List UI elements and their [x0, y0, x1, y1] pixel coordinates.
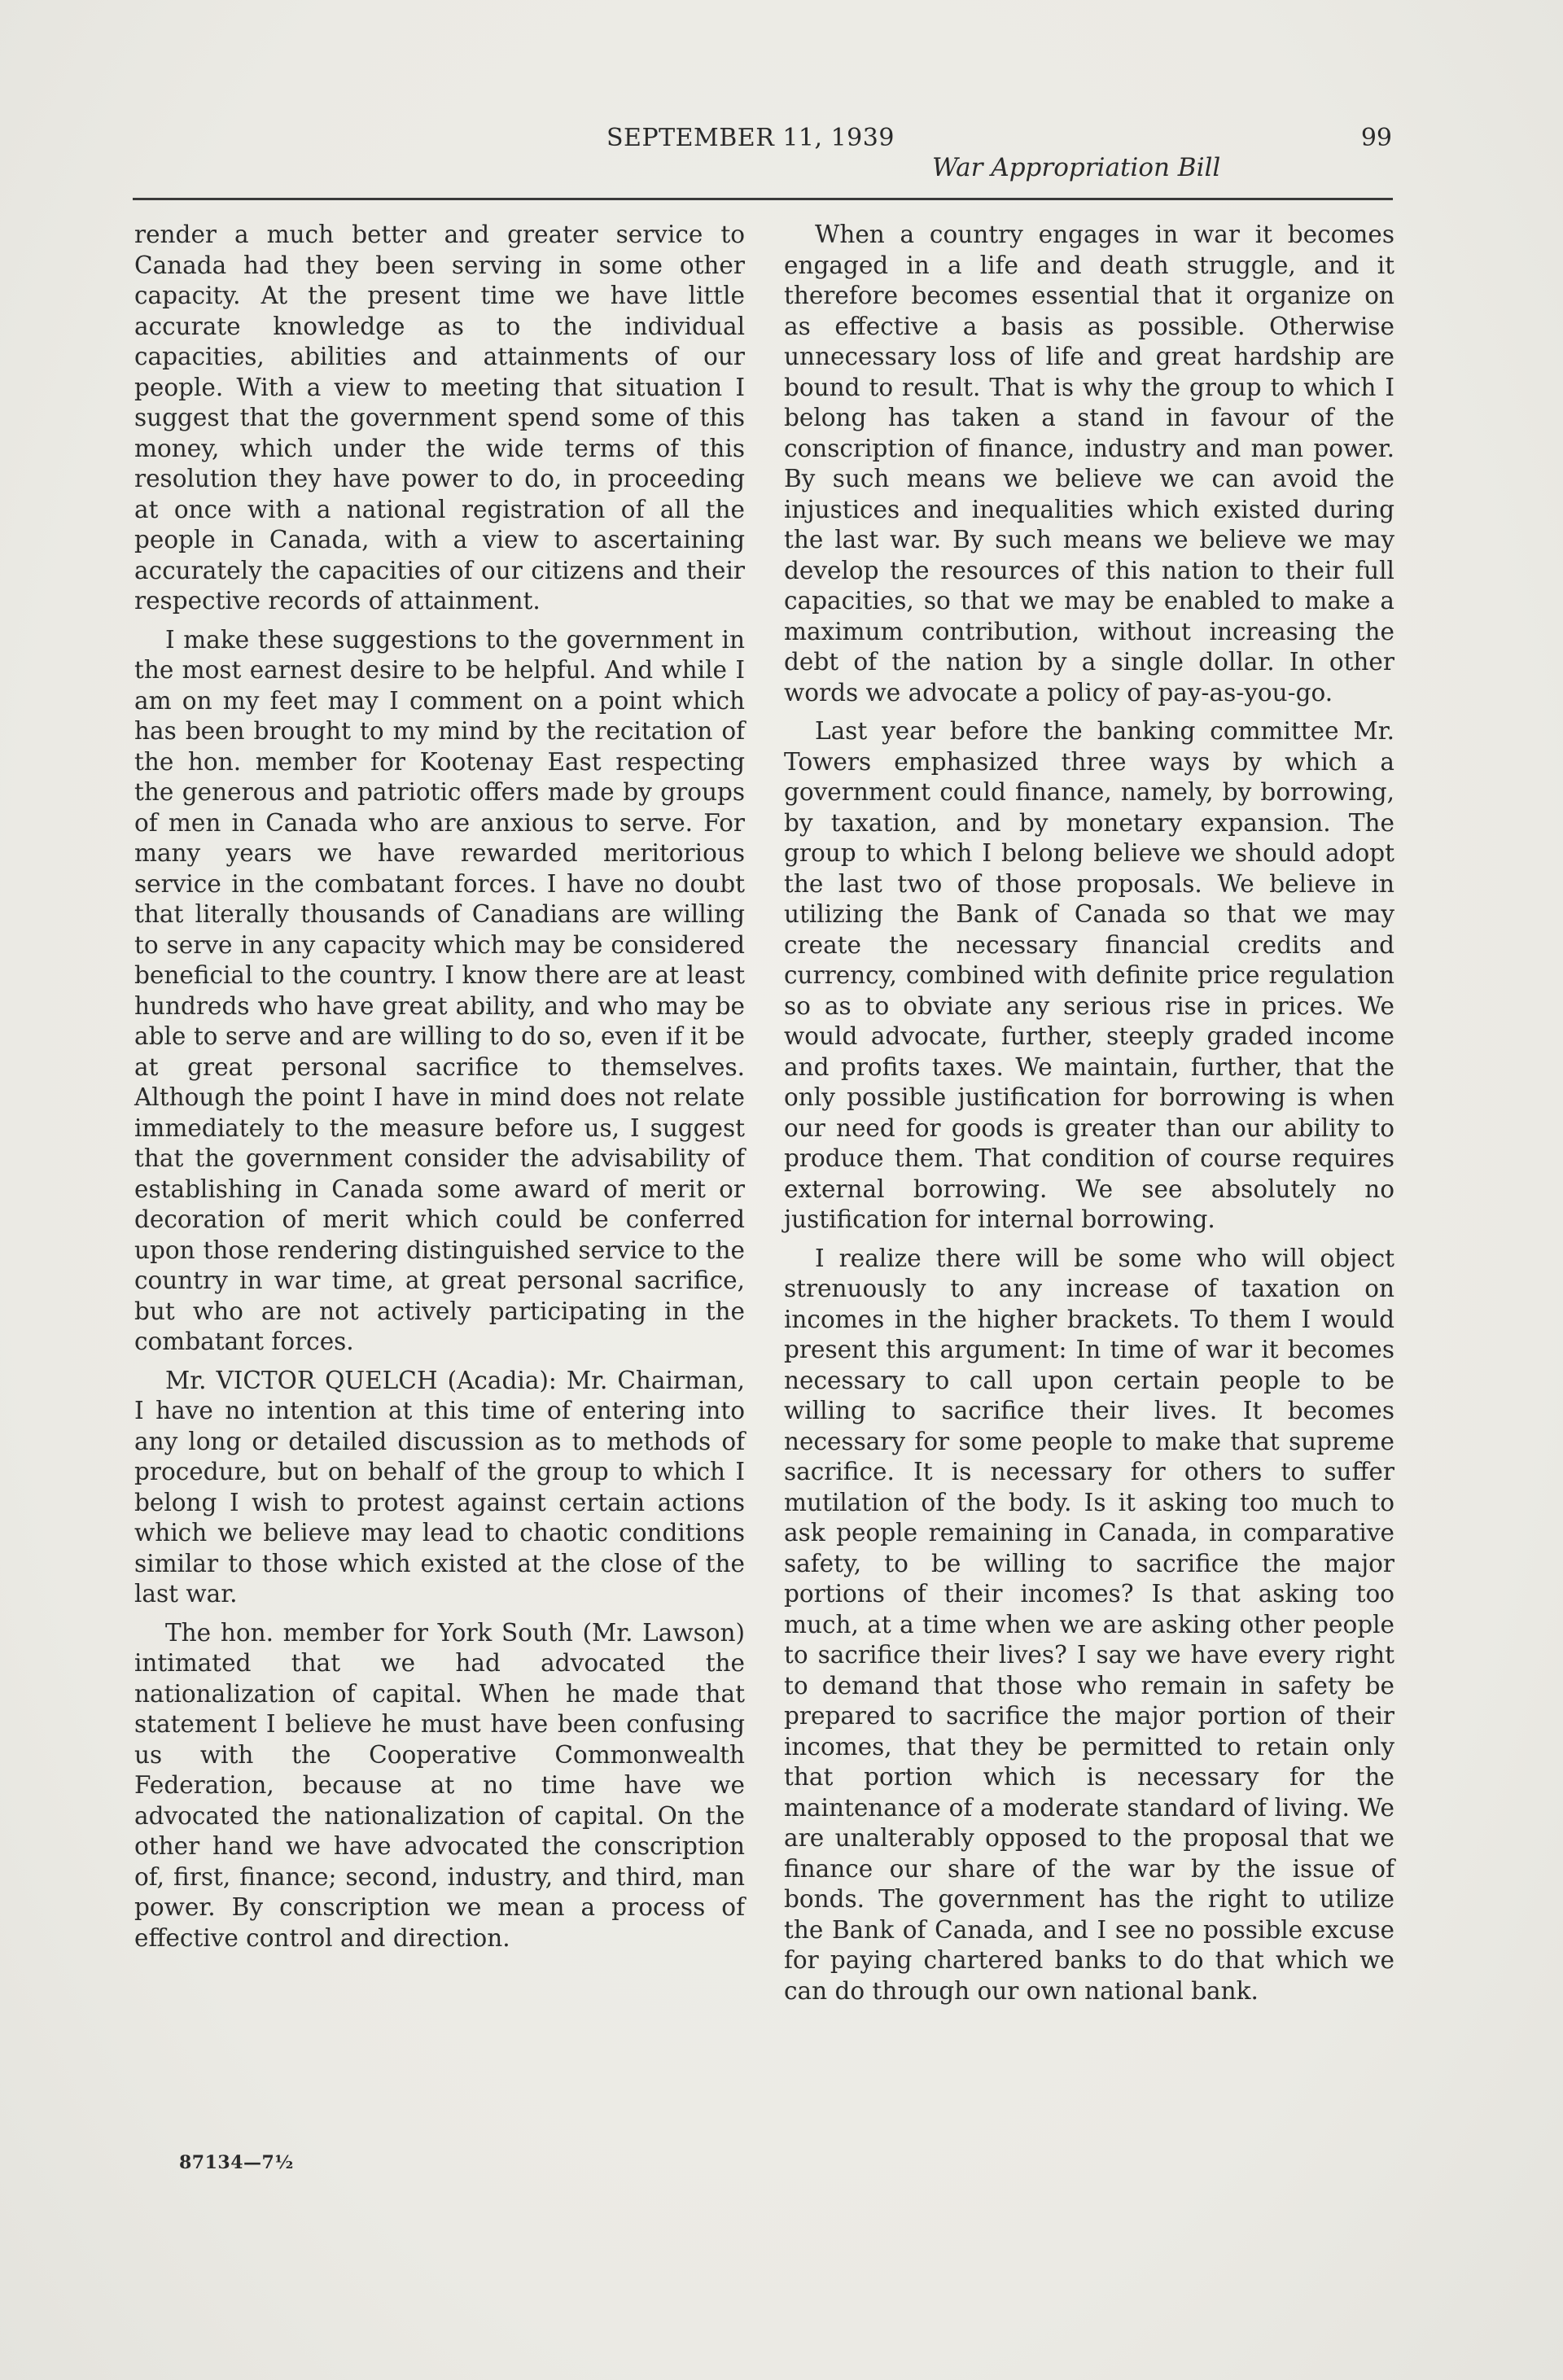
- page-number: 99: [1360, 124, 1392, 152]
- paragraph: When a country engages in war it becomes engaged in a life and death struggle, and it therefore becomes essential that it organize on as effective a basis as possible. Otherwise unnecessary loss of life and great hardship are bound to result. That is why the group to which I belong has taken a stand in favour of the conscription of finance, industry and man power. By such means we believe we can avoid the injustices and inequalities which existed during the last war. By such means we believe we may develop the resources of this nation to their full capacities, so that we may be enabled to make a maximum contribution, without increasing the debt of the nation by a single dollar. In other words we advocate a policy of pay-as-you-go.: [784, 221, 1394, 707]
- header-rule: [133, 198, 1393, 200]
- right-column: [784, 220, 1394, 2015]
- header-date: SEPTEMBER 11, 1939: [606, 124, 895, 152]
- section-title: War Appropriation Bill: [932, 153, 1221, 182]
- left-column: [134, 220, 745, 1962]
- paragraph: render a much better and greater service to Canada had they been serving in some other capacity. At the present time we have little accurate knowledge as to the individual capacities, abilities and attainments of our people. With a view to meeting that situation I suggest that the government spend some of this money, which under the wide terms of this resolution they have power to do, in proceeding at once with a national registration of all the people in Canada, with a view to ascertaining accurately the capacities of our citizens and their respective records of attainment.: [134, 221, 745, 615]
- paragraph: Mr. VICTOR QUELCH (Acadia): Mr. Chairman, I have no intention at this time of entering into any long or detailed discussion as to methods of procedure, but on behalf of the group to which I belong I wish to protest against certain actions which we believe may lead to chaotic conditions similar to those which existed at the close of the last war.: [134, 1366, 745, 1608]
- print-code: 87134—7½: [179, 2152, 294, 2173]
- paragraph: I realize there will be some who will object strenuously to any increase of taxation on incomes in the higher brackets. To them I would present this argument: In time of war it becomes necessary to call upon certain people to be willing to sacrifice their lives. It becomes necessary for some people to make that supreme sacrifice. It is necessary for others to suffer mutilation of the body. Is it asking too much to ask people remaining in Canada, in comparative safety, to be willing to sacrifice the major portions of their incomes? Is that asking too much, at a time when we are asking other people to sacrifice their lives? I say we have every right to demand that those who remain in safety be prepared to sacrifice the major portion of their incomes, that they be permitted to retain only that portion which is necessary for the maintenance of a moderate standard of living. We are unalterably opposed to the proposal that we finance our share of the war by the issue of bonds. The government has the right to utilize the Bank of Canada, and I see no possible excuse for paying chartered banks to do that which we can do through our own national bank.: [784, 1244, 1394, 2005]
- page-header: [130, 122, 1392, 195]
- paragraph: I make these suggestions to the government in the most earnest desire to be helpful. And while I am on my feet may I comment on a point which has been brought to my mind by the recitation of the hon. member for Kootenay East respecting the generous and patriotic offers made by groups of men in Canada who are anxious to serve. For many years we have rewarded meritorious service in the combatant forces. I have no doubt that literally thousands of Canadians are willing to serve in any capacity which may be considered beneficial to the country. I know there are at least hundreds who have great ability, and who may be able to serve and are willing to do so, even if it be at great personal sacrifice to themselves. Although the point I have in mind does not relate immediately to the measure before us, I suggest that the government consider the advisability of establishing in Canada some award of merit or decoration of merit which could be conferred upon those rendering distinguished service to the country in war time, at great personal sacrifice, but who are not actively participating in the combatant forces.: [134, 625, 745, 1355]
- paragraph: Last year before the banking committee Mr. Towers emphasized three ways by which a government could finance, namely, by borrowing, by taxation, and by monetary expansion. The group to which I belong believe we should adopt the last two of those proposals. We believe in utilizing the Bank of Canada so that we may create the necessary financial credits and currency, combined with definite price regulation so as to obviate any serious rise in prices. We would advocate, further, steeply graded income and profits taxes. We maintain, further, that the only possible justification for borrowing is when our need for goods is greater than our ability to produce them. That condition of course requires external borrowing. We see absolutely no justification for internal borrowing.: [784, 717, 1394, 1233]
- paragraph: The hon. member for York South (Mr. Lawson) intimated that we had advocated the nationalization of capital. When he made that statement I believe he must have been confusing us with the Cooperative Commonwealth Federation, because at no time have we advocated the nationalization of capital. On the other hand we have advocated the conscription of, first, finance; second, industry, and third, man power. By conscription we mean a process of effective control and direction.: [134, 1618, 745, 1952]
